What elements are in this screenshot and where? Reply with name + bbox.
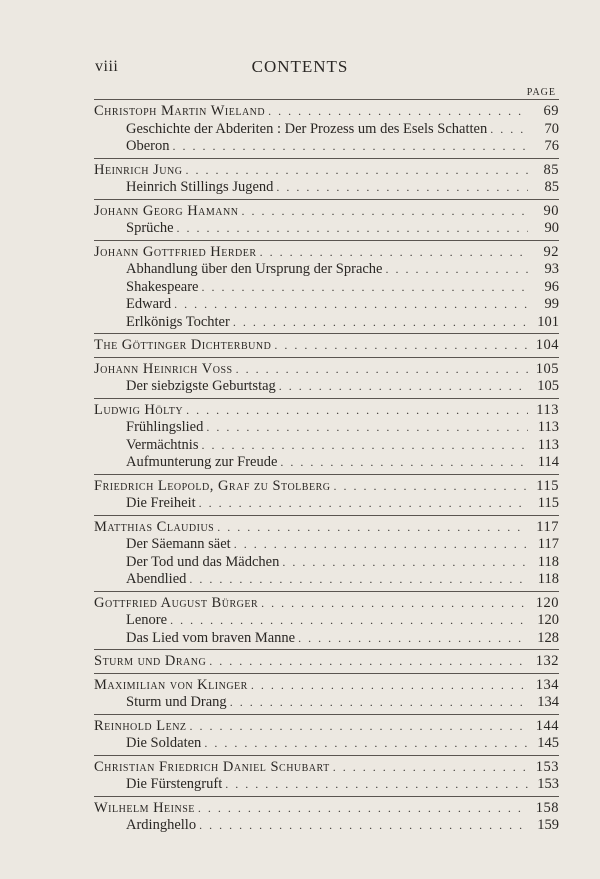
- entry-page-number: 69: [543, 103, 559, 119]
- dot-leader: [190, 718, 528, 736]
- entry-page-number: 153: [537, 776, 559, 792]
- dot-leader: [199, 817, 528, 835]
- dot-leader: [170, 612, 528, 630]
- entry-title: Ludwig Hölty: [94, 401, 184, 418]
- toc-author-entry: [94, 718, 559, 736]
- toc-author-entry: [94, 361, 559, 379]
- dot-leader: [230, 694, 528, 712]
- entry-title: Johann Gottfried Herder: [94, 243, 257, 260]
- toc-author-entry: [94, 759, 559, 777]
- toc-section: [94, 755, 559, 796]
- toc-work-entry: [94, 121, 559, 139]
- toc-author-entry: [94, 478, 559, 496]
- toc-section: [94, 796, 559, 837]
- dot-leader: [260, 244, 528, 262]
- toc-work-entry: [94, 454, 559, 472]
- toc-section: [94, 333, 559, 357]
- dot-leader: [261, 595, 528, 613]
- dot-leader: [177, 220, 528, 238]
- entry-title: Der siebzigste Geburtstag: [126, 378, 276, 394]
- entry-title: Johann Heinrich Voss: [94, 360, 233, 377]
- toc-work-entry: [94, 630, 559, 648]
- entry-title: Ardinghello: [126, 817, 197, 833]
- toc-work-entry: [94, 279, 559, 297]
- entry-page-number: 144: [535, 717, 559, 734]
- entry-title: Geschichte der Abderiten : Der Prozess um des Esels Schatten: [126, 120, 488, 137]
- toc-section: [94, 398, 559, 474]
- entry-title: Johann Georg Hamann: [94, 202, 239, 219]
- toc-work-entry: [94, 314, 559, 332]
- toc-section: [94, 649, 559, 673]
- toc-section: [94, 474, 559, 515]
- entry-title: The Göttinger Dichterbund: [94, 337, 272, 353]
- toc-work-entry: [94, 571, 559, 589]
- entry-title: Edward: [126, 296, 172, 312]
- toc-section: [94, 515, 559, 591]
- entry-title: Sturm und Drang: [126, 694, 227, 710]
- entry-page-number: 105: [537, 378, 559, 394]
- toc-work-entry: [94, 419, 559, 437]
- entry-title: Sturm und Drang: [94, 653, 207, 669]
- entry-title: Erlkönigs Tochter: [126, 313, 230, 330]
- entry-title: Vermächtnis: [126, 436, 199, 453]
- dot-leader: [217, 519, 528, 537]
- dot-leader: [198, 800, 528, 818]
- toc-section: [94, 240, 559, 334]
- entry-page-number: 90: [544, 220, 559, 236]
- entry-title: Gottfried August Bürger: [94, 594, 259, 611]
- entry-page-number: 93: [544, 261, 559, 277]
- entry-page-number: 117: [537, 536, 559, 552]
- dot-leader: [490, 121, 528, 139]
- page-title: CONTENTS: [251, 57, 349, 76]
- dot-leader: [174, 296, 528, 314]
- page-column-label: PAGE: [526, 87, 556, 98]
- dot-leader: [173, 138, 529, 156]
- entry-title: Das Lied vom braven Manne: [126, 629, 296, 646]
- toc-author-entry: [94, 337, 559, 355]
- toc-author-entry: [94, 203, 559, 221]
- toc-section: [94, 714, 559, 755]
- dot-leader: [333, 478, 528, 496]
- toc-work-entry: [94, 612, 559, 630]
- entry-page-number: 114: [537, 454, 559, 470]
- dot-leader: [233, 314, 528, 332]
- dot-leader: [204, 735, 528, 753]
- entry-page-number: 132: [535, 653, 559, 669]
- dot-leader: [276, 179, 528, 197]
- toc-work-entry: [94, 776, 559, 794]
- toc-author-entry: [94, 162, 559, 180]
- entry-title: Friedrich Leopold, Graf zu Stolberg: [94, 477, 331, 494]
- entry-title: Der Säemann säet: [126, 536, 231, 552]
- toc-author-entry: [94, 244, 559, 262]
- entry-page-number: 85: [544, 179, 559, 195]
- dot-leader: [186, 402, 528, 420]
- toc-work-entry: [94, 296, 559, 314]
- toc-section: [94, 99, 559, 158]
- dot-leader: [185, 162, 528, 180]
- entry-page-number: 113: [537, 436, 559, 453]
- dot-leader: [209, 653, 528, 671]
- entry-page-number: 115: [536, 477, 559, 494]
- dot-leader: [201, 279, 528, 297]
- toc-work-entry: [94, 437, 559, 455]
- dot-leader: [251, 677, 528, 695]
- toc-section: [94, 199, 559, 240]
- entry-page-number: 159: [537, 817, 559, 833]
- toc-section: [94, 357, 559, 398]
- entry-page-number: 113: [536, 401, 559, 418]
- entry-page-number: 90: [543, 202, 559, 219]
- entry-title: Heinrich Stillings Jugend: [126, 179, 274, 195]
- entry-page-number: 92: [543, 243, 559, 260]
- entry-title: Lenore: [126, 612, 168, 628]
- toc-section: [94, 673, 559, 714]
- toc-work-entry: [94, 536, 559, 554]
- toc-work-entry: [94, 554, 559, 572]
- entry-page-number: 76: [544, 138, 559, 154]
- entry-page-number: 153: [535, 758, 559, 775]
- dot-leader: [298, 630, 528, 648]
- entry-page-number: 120: [535, 594, 559, 611]
- toc-work-entry: [94, 179, 559, 197]
- toc-work-entry: [94, 220, 559, 238]
- dot-leader: [206, 419, 528, 437]
- entry-title: Der Tod und das Mädchen: [126, 553, 280, 570]
- dot-leader: [282, 554, 528, 572]
- toc-section: [94, 158, 559, 199]
- entry-page-number: 118: [537, 571, 559, 587]
- entry-title: Christian Friedrich Daniel Schubart: [94, 758, 330, 775]
- entry-title: Wilhelm Heinse: [94, 799, 195, 816]
- entry-page-number: 101: [537, 313, 559, 330]
- entry-page-number: 113: [537, 419, 559, 435]
- toc-author-entry: [94, 402, 559, 420]
- toc-author-entry: [94, 653, 559, 671]
- dot-leader: [201, 437, 528, 455]
- toc-work-entry: [94, 261, 559, 279]
- entry-page-number: 120: [537, 612, 559, 628]
- dot-leader: [279, 378, 528, 396]
- entry-title: Sprüche: [126, 220, 174, 236]
- entry-page-number: 104: [535, 337, 559, 353]
- entry-page-number: 158: [535, 799, 559, 816]
- toc-work-entry: [94, 735, 559, 753]
- toc-work-entry: [94, 817, 559, 835]
- entry-title: Die Freiheit: [126, 495, 196, 511]
- entry-page-number: 134: [537, 694, 559, 710]
- toc-author-entry: [94, 519, 559, 537]
- toc-author-entry: [94, 103, 559, 121]
- page-number: viii: [95, 58, 119, 75]
- toc-author-entry: [94, 677, 559, 695]
- dot-leader: [274, 337, 528, 355]
- entry-page-number: 145: [537, 735, 559, 751]
- entry-title: Heinrich Jung: [94, 161, 183, 178]
- entry-page-number: 115: [537, 495, 559, 511]
- entry-page-number: 70: [544, 120, 559, 137]
- entry-page-number: 96: [544, 278, 559, 295]
- dot-leader: [189, 571, 528, 589]
- toc-section: [94, 591, 559, 650]
- entry-title: Frühlingslied: [126, 419, 204, 435]
- entry-title: Shakespeare: [126, 278, 199, 295]
- dot-leader: [333, 759, 528, 777]
- entry-page-number: 128: [537, 629, 559, 646]
- entry-title: Maximilian von Klinger: [94, 676, 248, 693]
- entry-title: Abhandlung über den Ursprung der Sprache: [126, 261, 383, 277]
- entry-title: Matthias Claudius: [94, 518, 215, 535]
- dot-leader: [280, 454, 528, 472]
- dot-leader: [241, 203, 528, 221]
- toc-work-entry: [94, 694, 559, 712]
- entry-page-number: 99: [544, 296, 559, 312]
- dot-leader: [199, 495, 528, 513]
- table-of-contents: [94, 99, 559, 837]
- toc-work-entry: [94, 495, 559, 513]
- dot-leader: [268, 103, 528, 121]
- entry-page-number: 118: [537, 553, 559, 570]
- entry-page-number: 117: [536, 518, 559, 535]
- entry-title: Christoph Martin Wieland: [94, 103, 266, 119]
- entry-title: Aufmunterung zur Freude: [126, 454, 278, 470]
- entry-page-number: 134: [535, 676, 559, 693]
- entry-title: Abendlied: [126, 571, 187, 587]
- entry-page-number: 85: [543, 161, 559, 178]
- dot-leader: [386, 261, 529, 279]
- dot-leader: [234, 536, 528, 554]
- entry-title: Die Soldaten: [126, 735, 202, 751]
- toc-author-entry: [94, 800, 559, 818]
- entry-title: Oberon: [126, 138, 170, 154]
- entry-page-number: 105: [535, 360, 559, 377]
- toc-work-entry: [94, 138, 559, 156]
- dot-leader: [225, 776, 528, 794]
- entry-title: Die Fürstengruft: [126, 776, 223, 792]
- toc-author-entry: [94, 595, 559, 613]
- entry-title: Reinhold Lenz: [94, 717, 187, 734]
- dot-leader: [236, 361, 528, 379]
- toc-work-entry: [94, 378, 559, 396]
